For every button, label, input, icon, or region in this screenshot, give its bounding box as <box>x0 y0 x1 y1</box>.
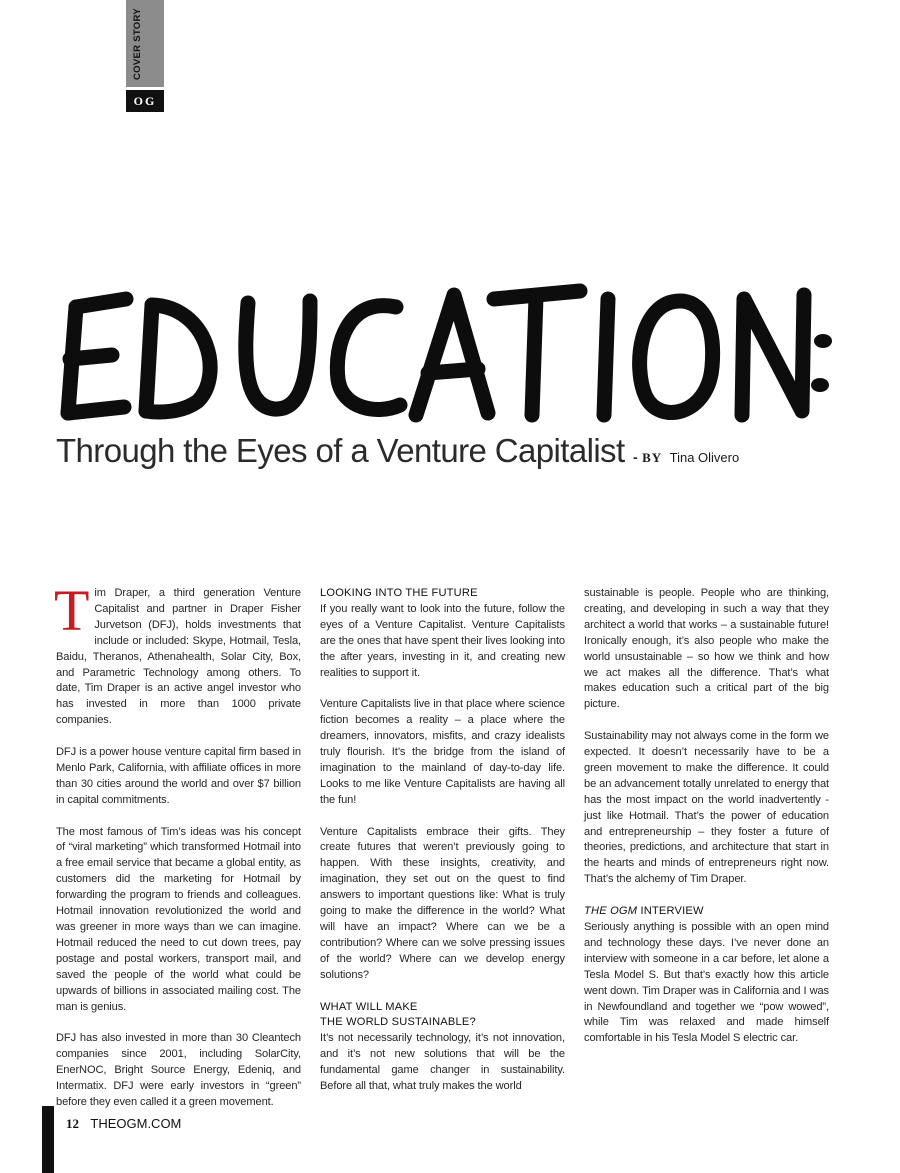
headline <box>48 255 848 435</box>
page-footer <box>66 1116 181 1132</box>
paragraph-text: im Draper, a third generation Venture Capitalist and partner in Draper Fisher Jurvetson (DFJ), holds investments that include or included: Skype, Hotmail, Tesla, Baidu, Theranos, Athenahealth, Solar City, Box, and Parametric Technology among others. To date, Tim Draper is an active angel investor who has invested in more than 1000 private companies. <box>56 587 301 727</box>
byline-author: Tina Olivero <box>669 450 740 465</box>
headline-hand-lettering <box>48 255 848 435</box>
byline-separator: - <box>632 449 638 465</box>
article-body <box>54 578 840 1108</box>
heading-emphasis: THE OGM <box>584 905 638 918</box>
paragraph: If you really want to look into the future, follow the eyes of a Venture Capitalist. Venture Capitalists are the ones that have spent their lives looking into the after years, investing in it, and creating new realities to support it. <box>320 602 565 679</box>
paragraph: sustainable is people. People who are thinking, creating, and developing in such a way that they architect a world that works – a sustainable future! Ironically enough, it’s also people who make the world unsustainable – so how we think and how we act makes all the difference. That’s what makes education such a critical part of the big picture. <box>584 587 829 711</box>
column-2 <box>320 586 565 1095</box>
paragraph: It’s not necessarily technology, it’s not innovation, and it’s not new solutions that will be the fundamental game changer in sustainability. Before all that, what truly makes the world <box>320 1032 565 1093</box>
heading-line: WHAT WILL MAKE <box>320 1000 418 1013</box>
heading-line: THE WORLD SUSTAINABLE? <box>320 1016 476 1029</box>
subtitle-row <box>56 432 739 470</box>
column-3 <box>584 586 829 1047</box>
section-label: COVER STORY <box>132 8 143 80</box>
section-heading: LOOKING INTO THE FUTURE <box>320 587 478 599</box>
paragraph: Venture Capitalists live in that place where science fiction becomes a reality – a place where the dreamers, innovators, misfits, and crazy idealists truly flourish. It’s the bridge from the island of imagination to the mainland of day-to-day life. Looks to me like Venture Capitalists are having all the fun! <box>320 698 565 806</box>
heading-rest: INTERVIEW <box>637 905 704 918</box>
page-number: 12 <box>66 1116 79 1131</box>
paragraph: Venture Capitalists embrace their gifts. They create futures that weren’t previously going to happen. With these insights, creativity, and imagination, they set out on the quest to find answers to important questions like: What is truly going to make the difference in the world? What will have an impact? Where can we be a contribution? Where can we solve pressing issues of the world? Where can we develop energy solutions? <box>320 825 565 981</box>
section-heading <box>320 1000 565 1032</box>
drop-cap: T <box>54 578 90 643</box>
paragraph: Seriously anything is possible with an open mind and technology these days. I’ve never done an interview with someone in a car before, let alone a Tesla Model S. But that’s exactly how this article went down. Tim Draper was in California and I was in Newfoundland and together we “pow wowed”, while Tim was relaxed and made himself comfortable in his Tesla Model S electric car. <box>584 921 829 1045</box>
paragraph: DFJ has also invested in more than 30 Cleantech companies since 2001, including SolarCity, EnerNOC, Bright Source Energy, Edeniq, and Intermatix. DFJ were early investors in “green” before they even called it a green movement. <box>56 1032 301 1108</box>
column-1 <box>54 578 301 1111</box>
website-link: THEOGM.COM <box>90 1116 182 1131</box>
paragraph: DFJ is a power house venture capital firm based in Menlo Park, California, with affiliate offices in more than 30 cities around the world and over $7 billion in capital commitments. <box>56 746 301 806</box>
section-tab <box>126 0 164 87</box>
article-subtitle: Through the Eyes of a Venture Capitalist <box>56 432 625 469</box>
paragraph: The most famous of Tim’s ideas was his concept of “viral marketing” which transformed Hotmail into a free email service that became a global entity, as customers did the marketing for Hotmail by forwarding the program to friends and colleagues. Hotmail innovation revolutionized the world and was greener in more ways than we can imagine. Hotmail reduced the need to cut down trees, pay postage and postal workers, transport mail, and saved the people of the world what could be upwards of billions in associated mailing cost. The man is genius. <box>56 825 301 1013</box>
paragraph <box>54 578 301 729</box>
brand-logo: OG <box>126 90 164 112</box>
footer-bar <box>42 1106 54 1173</box>
section-heading <box>584 904 829 920</box>
paragraph: Sustainability may not always come in the form we expected. It doesn’t necessarily have to be a green movement to make the difference. It could be an advancement totally unrelated to energy that has the most impact on the world inadvertently - just like Hotmail. That’s the power of education and entrepreneurship – they foster a future of theories, predictions, and architecture that start in the hearts and minds of entrepreneurs right now. That’s the alchemy of Tim Draper. <box>584 730 829 886</box>
byline-by: BY <box>642 450 663 465</box>
